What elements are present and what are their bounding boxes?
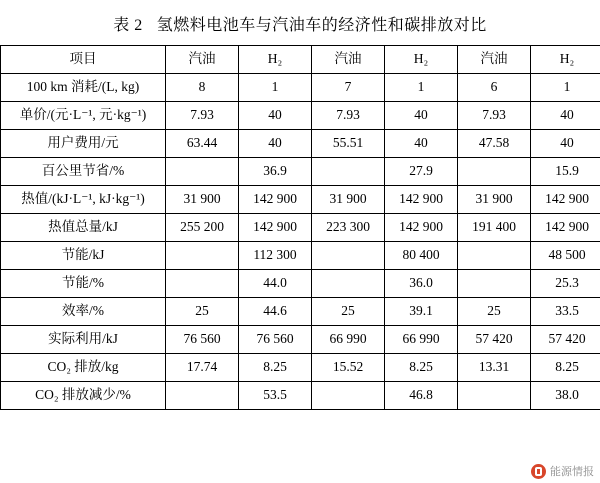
cell-value: 57 420 — [458, 326, 531, 354]
cell-value: 7.93 — [312, 102, 385, 130]
cell-value: 44.0 — [239, 270, 312, 298]
cell-value: 40 — [239, 102, 312, 130]
table-row — [1, 298, 600, 326]
cell-value: 25.3 — [531, 270, 600, 298]
cell-value: 191 400 — [458, 214, 531, 242]
row-label: 百公里节省/% — [1, 158, 166, 186]
row-label: 热值总量/kJ — [1, 214, 166, 242]
header-cell-hydrogen-2: H₂ — [385, 46, 458, 74]
cell-value: 15.9 — [531, 158, 600, 186]
cell-value — [312, 270, 385, 298]
cell-value: 40 — [239, 130, 312, 158]
cell-value: 8 — [166, 74, 239, 102]
cell-value: 25 — [166, 298, 239, 326]
table-row — [1, 270, 600, 298]
cell-value: 36.9 — [239, 158, 312, 186]
cell-value: 8.25 — [385, 354, 458, 382]
cell-value: 7 — [312, 74, 385, 102]
table-row — [1, 326, 600, 354]
cell-value: 112 300 — [239, 242, 312, 270]
table-row — [1, 186, 600, 214]
cell-value: 255 200 — [166, 214, 239, 242]
table-caption-text: 氢燃料电池车与汽油车的经济性和碳排放对比 — [156, 17, 487, 34]
cell-value: 48 500 — [531, 242, 600, 270]
table-caption — [0, 0, 600, 45]
row-label: 热值/(kJ·L⁻¹, kJ·kg⁻¹) — [1, 186, 166, 214]
cell-value — [166, 158, 239, 186]
cell-value: 142 900 — [239, 186, 312, 214]
cell-value — [312, 382, 385, 410]
header-cell-gasoline-3: 汽油 — [458, 46, 531, 74]
cell-value: 223 300 — [312, 214, 385, 242]
cell-value: 47.58 — [458, 130, 531, 158]
cell-value: 31 900 — [166, 186, 239, 214]
cell-value — [166, 270, 239, 298]
table-row — [1, 74, 600, 102]
cell-value: 38.0 — [531, 382, 600, 410]
cell-value: 6 — [458, 74, 531, 102]
cell-value: 31 900 — [458, 186, 531, 214]
cell-value: 7.93 — [458, 102, 531, 130]
cell-value: 1 — [531, 74, 600, 102]
cell-value — [312, 158, 385, 186]
cell-value: 40 — [531, 130, 600, 158]
cell-value: 46.8 — [385, 382, 458, 410]
cell-value: 27.9 — [385, 158, 458, 186]
cell-value: 66 990 — [385, 326, 458, 354]
cell-value: 66 990 — [312, 326, 385, 354]
cell-value — [166, 242, 239, 270]
header-cell-gasoline-1: 汽油 — [166, 46, 239, 74]
cell-value: 7.93 — [166, 102, 239, 130]
cell-value: 36.0 — [385, 270, 458, 298]
cell-value: 31 900 — [312, 186, 385, 214]
cell-value: 1 — [385, 74, 458, 102]
cell-value: 13.31 — [458, 354, 531, 382]
row-label: CO₂ 排放/kg — [1, 354, 166, 382]
cell-value: 76 560 — [239, 326, 312, 354]
cell-value: 142 900 — [385, 186, 458, 214]
watermark-logo-icon — [531, 464, 546, 479]
table-row — [1, 242, 600, 270]
table-row — [1, 130, 600, 158]
row-label: 单价/(元·L⁻¹, 元·kg⁻¹) — [1, 102, 166, 130]
cell-value — [458, 158, 531, 186]
cell-value: 40 — [385, 130, 458, 158]
cell-value — [166, 382, 239, 410]
cell-value: 57 420 — [531, 326, 600, 354]
cell-value: 44.6 — [239, 298, 312, 326]
cell-value: 1 — [239, 74, 312, 102]
row-label: 用户费用/元 — [1, 130, 166, 158]
header-cell-gasoline-2: 汽油 — [312, 46, 385, 74]
cell-value: 33.5 — [531, 298, 600, 326]
cell-value: 8.25 — [531, 354, 600, 382]
cell-value: 8.25 — [239, 354, 312, 382]
cell-value — [458, 242, 531, 270]
cell-value — [458, 270, 531, 298]
header-cell-hydrogen-1: H₂ — [239, 46, 312, 74]
watermark — [531, 463, 594, 479]
comparison-table — [0, 45, 600, 410]
table-header-row — [1, 46, 600, 74]
header-cell-hydrogen-3: H₂ — [531, 46, 600, 74]
header-cell-item: 项目 — [1, 46, 166, 74]
cell-value: 17.74 — [166, 354, 239, 382]
watermark-text: 能源情报 — [550, 466, 594, 478]
cell-value: 80 400 — [385, 242, 458, 270]
table-caption-label: 表 2 — [113, 17, 143, 34]
cell-value — [312, 242, 385, 270]
cell-value: 55.51 — [312, 130, 385, 158]
cell-value: 142 900 — [239, 214, 312, 242]
table-row — [1, 214, 600, 242]
cell-value: 40 — [385, 102, 458, 130]
cell-value: 25 — [312, 298, 385, 326]
cell-value: 142 900 — [531, 214, 600, 242]
row-label: 100 km 消耗/(L, kg) — [1, 74, 166, 102]
cell-value: 76 560 — [166, 326, 239, 354]
row-label: CO₂ 排放减少/% — [1, 382, 166, 410]
row-label: 节能/% — [1, 270, 166, 298]
cell-value: 142 900 — [531, 186, 600, 214]
cell-value — [458, 382, 531, 410]
table-row — [1, 354, 600, 382]
row-label: 效率/% — [1, 298, 166, 326]
cell-value: 40 — [531, 102, 600, 130]
table-row — [1, 102, 600, 130]
cell-value: 142 900 — [385, 214, 458, 242]
cell-value: 39.1 — [385, 298, 458, 326]
row-label: 实际利用/kJ — [1, 326, 166, 354]
table-row — [1, 382, 600, 410]
cell-value: 53.5 — [239, 382, 312, 410]
cell-value: 63.44 — [166, 130, 239, 158]
cell-value: 25 — [458, 298, 531, 326]
row-label: 节能/kJ — [1, 242, 166, 270]
cell-value: 15.52 — [312, 354, 385, 382]
table-row — [1, 158, 600, 186]
